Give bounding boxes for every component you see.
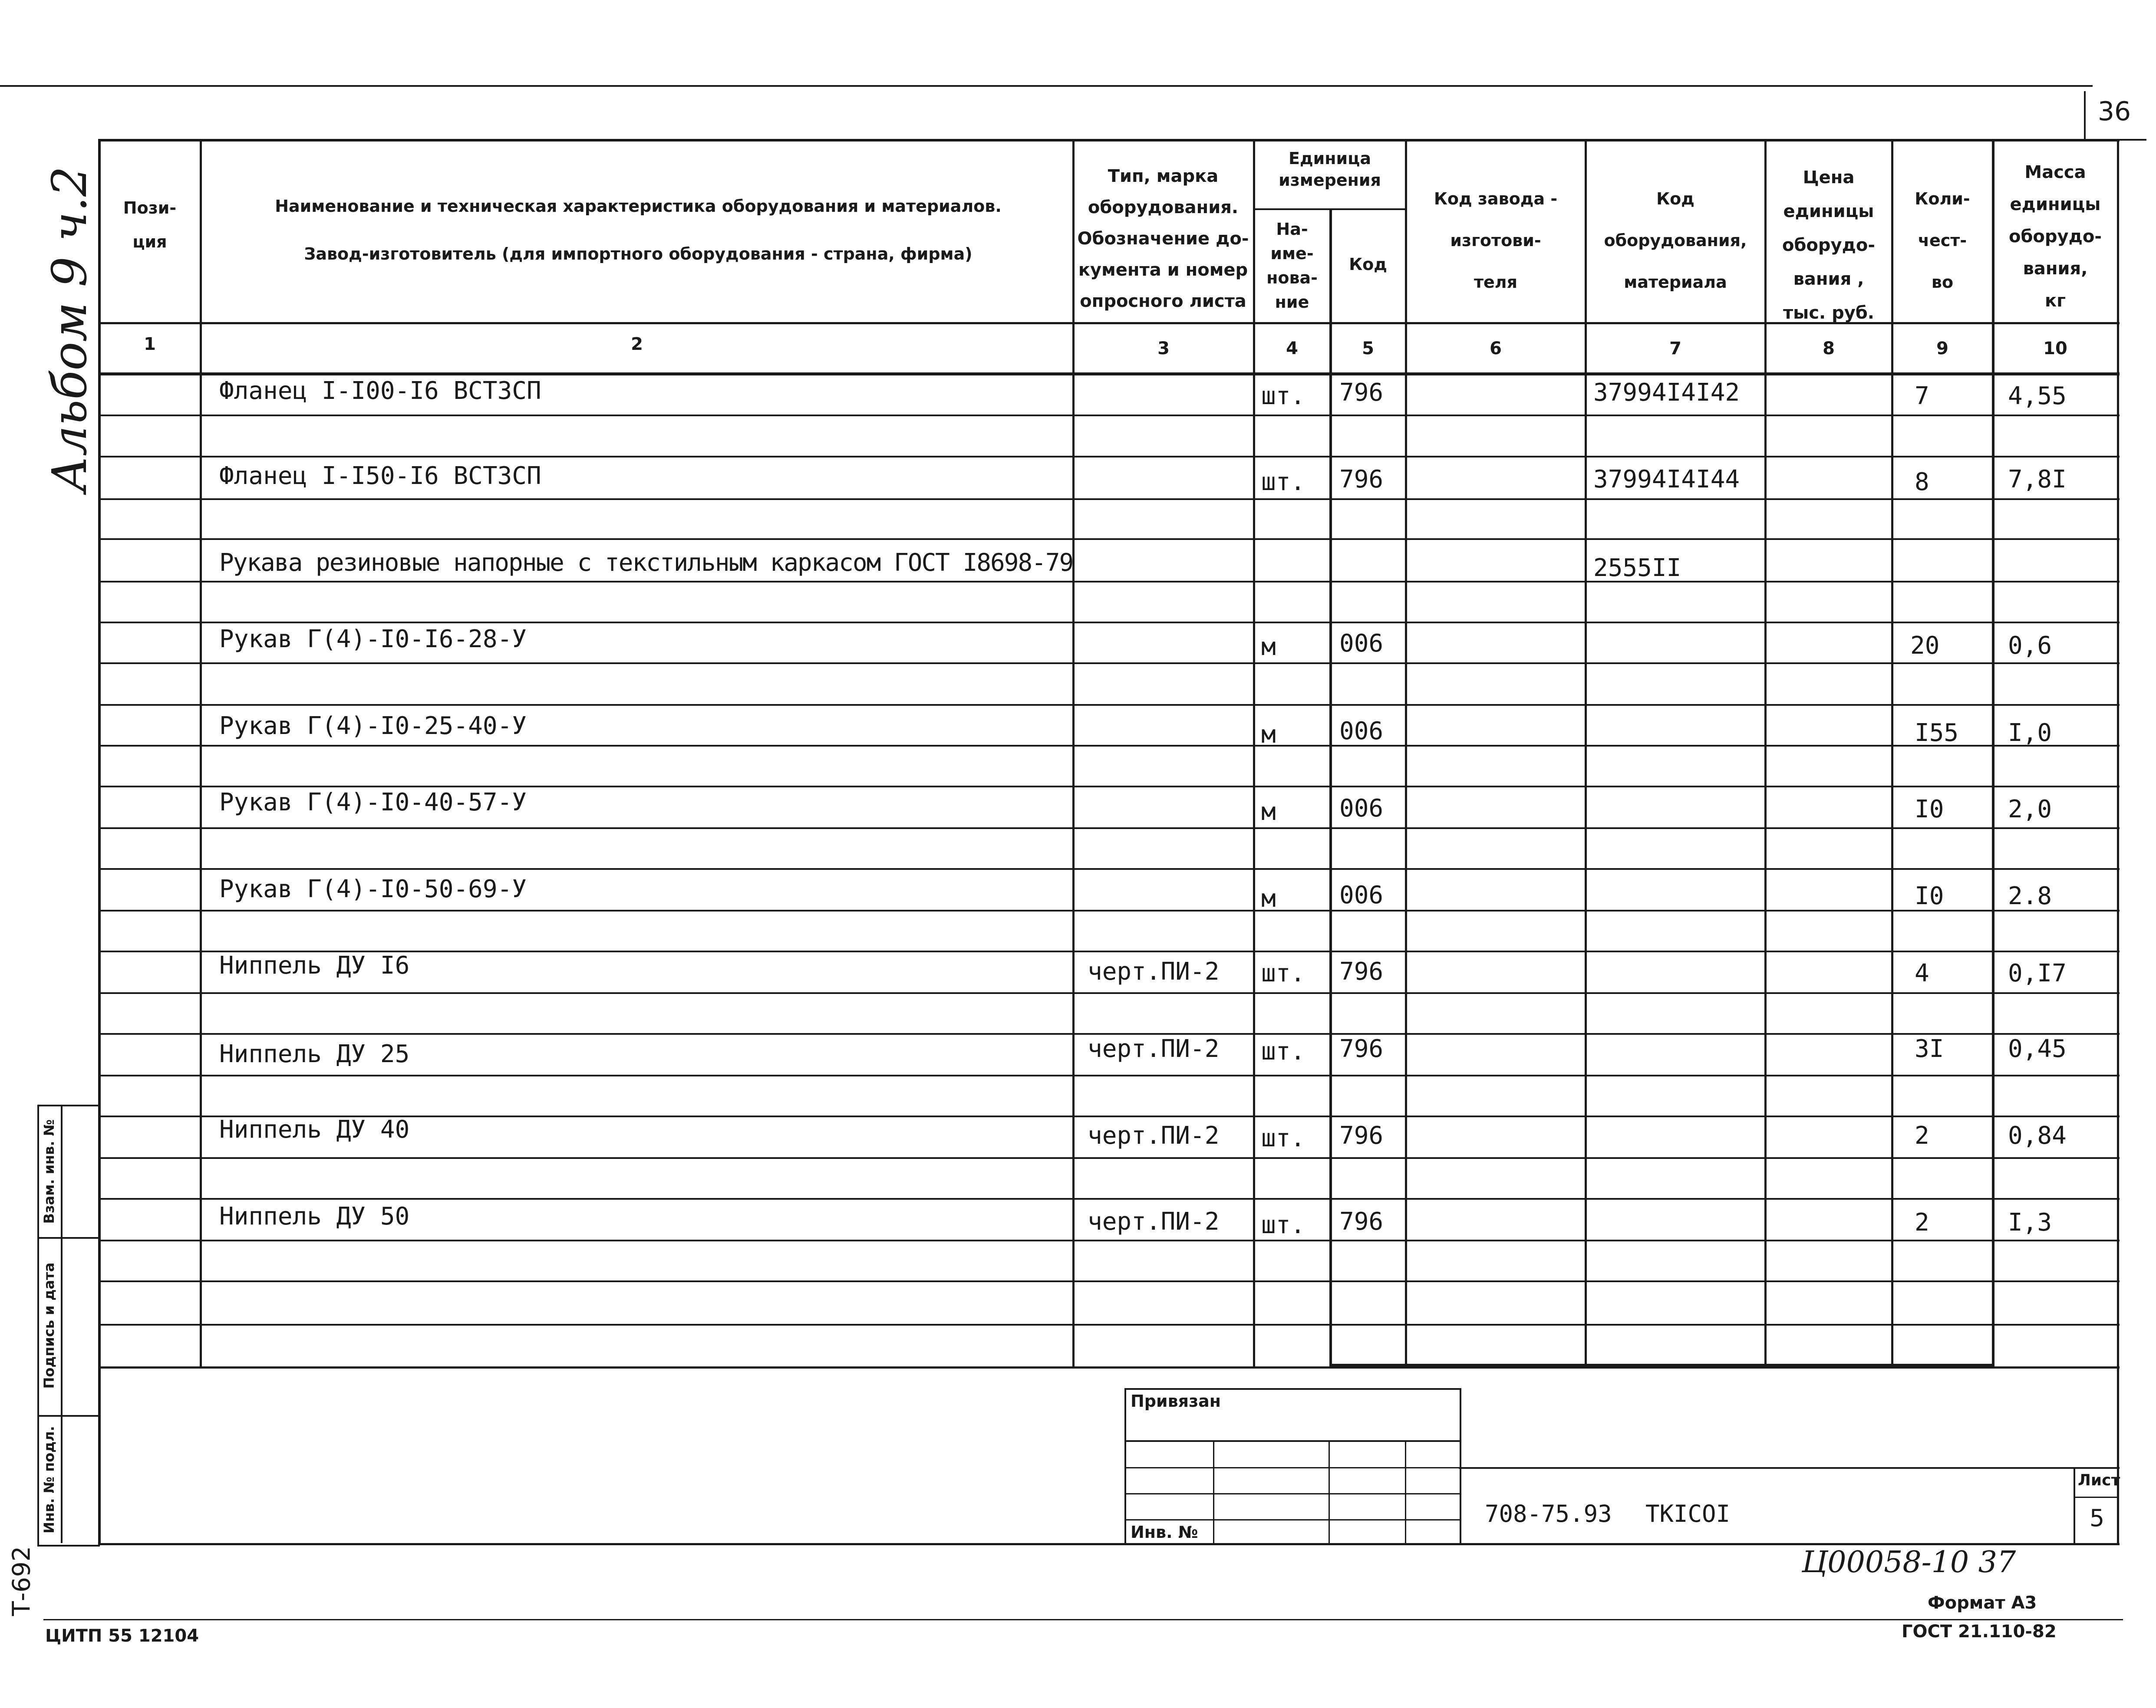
row11-unit: шт. <box>1261 1211 1305 1239</box>
row9-unit-code: 796 <box>1339 1035 1384 1063</box>
row8-mass: 0,I7 <box>2008 959 2067 987</box>
row5-unit: м <box>1261 721 1276 749</box>
row6-mass: 2,0 <box>2008 795 2052 823</box>
tsitp-label: ЦИТП 55 12104 <box>45 1626 199 1646</box>
header-col3: Тип, марка оборудования. Обозначение до- кумента и номер опросного листа <box>1077 166 1249 311</box>
privyazan-col-1 <box>1213 1440 1214 1543</box>
privyazan-block <box>1124 1388 1461 1545</box>
row1-unit: шт. <box>1261 382 1305 410</box>
privyazan-label: Привязан <box>1131 1392 1221 1411</box>
side-podpis: Подпись и дата <box>41 1262 57 1389</box>
list-label: Лист <box>2078 1471 2120 1489</box>
header-unit-group: Единица измерения <box>1279 149 1381 190</box>
row2-qty: 8 <box>1915 468 1929 496</box>
row-line <box>98 704 2120 706</box>
row8-qty: 4 <box>1915 959 1929 987</box>
row10-unit-code: 796 <box>1339 1122 1384 1150</box>
header-col6: Код завода - изготови- теля <box>1434 189 1558 292</box>
row10-type: черт.ПИ-2 <box>1088 1122 1220 1150</box>
row-line <box>98 662 2120 664</box>
handwritten-code: Ц00058-10 37 <box>1802 1545 2016 1580</box>
row-line <box>98 992 2120 994</box>
colnum-bottom-line <box>98 372 2120 375</box>
row6-qty: I0 <box>1915 795 1944 823</box>
row-line <box>98 1324 2120 1326</box>
row1-code: 37994I4I42 <box>1593 378 1740 407</box>
row4-mass: 0,6 <box>2008 632 2052 660</box>
gost-label: ГОСТ 21.110-82 <box>1902 1622 2057 1642</box>
row-line <box>98 1198 2120 1200</box>
row4-unit-code: 006 <box>1339 629 1384 658</box>
row5-name: Рукав Г(4)-I0-25-40-У <box>219 712 527 740</box>
row-line <box>98 868 2120 870</box>
colnum-3: 3 <box>1157 339 1170 359</box>
colnum-6: 6 <box>1490 339 1502 359</box>
row11-mass: I,3 <box>2008 1208 2052 1237</box>
row-line <box>98 910 2120 912</box>
row2-name: Фланец I-I50-I6 ВСТ3СП <box>219 462 541 490</box>
row8-unit-code: 796 <box>1339 958 1384 986</box>
row-line <box>98 1157 2120 1159</box>
row1-mass: 4,55 <box>2008 382 2067 410</box>
row9-type: черт.ПИ-2 <box>1088 1035 1220 1063</box>
header-top-line <box>98 139 2120 142</box>
row-line <box>98 456 2120 457</box>
row9-unit: шт. <box>1261 1037 1305 1066</box>
col-line-4 <box>1329 208 1332 1367</box>
privyazan-col-2 <box>1329 1440 1330 1543</box>
row-line <box>98 827 2120 829</box>
row10-mass: 0,84 <box>2008 1122 2067 1150</box>
row6-name: Рукав Г(4)-I0-40-57-У <box>219 788 527 816</box>
side-inv-podl: Инв. № подл. <box>41 1426 57 1534</box>
doc-block-top <box>1459 1467 2120 1469</box>
header-col5: Код <box>1349 255 1387 274</box>
row-line <box>98 622 2120 623</box>
row-line <box>98 581 2120 582</box>
row11-qty: 2 <box>1915 1208 1929 1237</box>
header-col9: Коли- чест- во <box>1915 189 1970 292</box>
album-note: Альбом 9 ч.2 <box>42 166 97 492</box>
row-line <box>98 1240 2120 1241</box>
row-line <box>98 415 2120 416</box>
row5-unit-code: 006 <box>1339 717 1384 745</box>
row10-unit: шт. <box>1261 1124 1305 1152</box>
header-col1: Пози- ция <box>123 198 177 251</box>
colnum-9: 9 <box>1936 339 1948 359</box>
doc-code: 708-75.93 <box>1485 1500 1612 1527</box>
row5-qty: I55 <box>1915 719 1959 747</box>
row7-unit-code: 006 <box>1339 881 1384 909</box>
privyazan-line-1 <box>1124 1440 1460 1442</box>
header-col8: Цена единицы оборудо- вания , тыс. руб. <box>1782 168 1875 323</box>
row7-name: Рукав Г(4)-I0-50-69-У <box>219 875 527 903</box>
doc-suffix: ТКIСОI <box>1645 1500 1731 1527</box>
header-col4: На- име- нова- ние <box>1266 220 1318 312</box>
row9-name: Ниппель ДУ 25 <box>219 1040 410 1068</box>
row-line <box>98 498 2120 500</box>
colnum-4: 4 <box>1286 339 1298 359</box>
privyazan-line-3 <box>1124 1493 1460 1494</box>
side-stamp-line-1 <box>37 1237 98 1239</box>
row-line <box>98 1075 2120 1076</box>
side-stamp-divider <box>61 1105 63 1543</box>
colnum-8: 8 <box>1823 339 1835 359</box>
row10-name: Ниппель ДУ 40 <box>219 1116 410 1144</box>
row11-type: черт.ПИ-2 <box>1088 1208 1220 1236</box>
row2-unit: шт. <box>1261 468 1305 496</box>
row-line <box>98 1280 2120 1282</box>
row2-code: 37994I4I44 <box>1593 465 1740 494</box>
row8-type: черт.ПИ-2 <box>1088 958 1220 986</box>
row-line <box>98 786 2120 787</box>
header-col7: Код оборудования, материала <box>1604 189 1747 292</box>
row1-unit-code: 796 <box>1339 378 1384 407</box>
colnum-2: 2 <box>631 334 643 354</box>
row7-unit: м <box>1261 885 1276 913</box>
row6-unit: м <box>1261 798 1276 826</box>
colnum-10: 10 <box>2043 339 2067 359</box>
row4-unit: м <box>1261 633 1276 661</box>
t-code: Т-692 <box>7 1546 36 1616</box>
row2-mass: 7,8I <box>2008 465 2067 494</box>
footer-line <box>43 1619 2123 1620</box>
page-number: 36 <box>2097 96 2131 127</box>
colnum-1: 1 <box>144 334 156 354</box>
row1-qty: 7 <box>1915 382 1929 410</box>
row4-qty: 20 <box>1910 632 1940 660</box>
list-number: 5 <box>2089 1504 2105 1532</box>
header-col2: Наименование и техническая характеристика оборудования и материалов. Завод-изготовитель (для импортного оборудования - страна, фирма) <box>275 197 1002 263</box>
row10-qty: 2 <box>1915 1122 1929 1150</box>
format-label: Формат А3 <box>1928 1593 2037 1613</box>
row4-name: Рукав Г(4)-I0-I6-28-У <box>219 625 527 653</box>
row11-name: Ниппель ДУ 50 <box>219 1202 410 1231</box>
privyazan-col-3 <box>1405 1440 1406 1543</box>
row5-mass: I,0 <box>2008 719 2052 747</box>
row7-mass: 2.8 <box>2008 882 2052 910</box>
row9-mass: 0,45 <box>2008 1035 2067 1063</box>
row8-unit: шт. <box>1261 959 1305 987</box>
privyazan-line-4 <box>1124 1519 1460 1520</box>
list-box-divider <box>2074 1497 2119 1498</box>
row9-qty: 3I <box>1915 1035 1944 1063</box>
unit-group-line <box>1253 208 1405 210</box>
row8-name: Ниппель ДУ I6 <box>219 951 410 980</box>
row6-unit-code: 006 <box>1339 794 1384 823</box>
inv-no-label: Инв. № <box>1131 1523 1198 1542</box>
colnum-7: 7 <box>1669 339 1681 359</box>
row-line <box>98 538 2120 540</box>
row3-code: 2555II <box>1593 554 1681 582</box>
row3-name: Рукава резиновые напорные с текстильным каркасом ГОСТ I8698-79 <box>219 549 1073 577</box>
top-rule <box>0 85 2093 87</box>
header-col10: Масса единицы оборудо- вания, кг <box>2009 162 2102 311</box>
row7-qty: I0 <box>1915 882 1944 910</box>
bold-box-bottom <box>1329 1364 1994 1367</box>
row1-name: Фланец I-I00-I6 ВСТ3СП <box>219 377 541 405</box>
row2-unit-code: 796 <box>1339 465 1384 494</box>
row11-unit-code: 796 <box>1339 1208 1384 1236</box>
privyazan-line-2 <box>1124 1467 1460 1468</box>
side-vzam: Взам. инв. № <box>41 1119 57 1224</box>
row-line <box>98 745 2120 747</box>
colnum-5: 5 <box>1362 339 1374 359</box>
